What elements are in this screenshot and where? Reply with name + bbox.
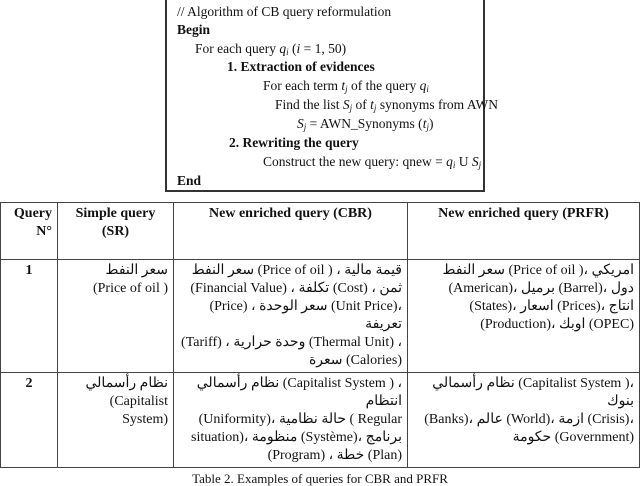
cbr-cell (174, 260, 408, 373)
algorithm-for-term: For each term $t_j$ of the query $q_i$ (263, 78, 429, 94)
cell-line: (Banks)، عالم (World)، ازمة (Crisis)، (424, 412, 634, 427)
cell-line: (Uniformity)، حالة نظامية ( Regular (198, 412, 402, 427)
cell-line: نظام رأسمالي (85, 376, 168, 391)
cell-line: (Financial Value) ، تكلفة (Cost) ، ثمن (190, 281, 402, 296)
cell-line: (Program) ، خطة (Plan) (267, 448, 402, 463)
queries-table (0, 202, 640, 468)
algorithm-find-list: Find the list $S_j$ of $t_j$ synonyms from AWN (275, 97, 498, 113)
cell-line: (American)، برميل (Barrel)، دول (448, 281, 634, 296)
cell-line: (Production)، اوبك (OPEC) (480, 317, 634, 332)
prfr-cell (408, 373, 640, 468)
algorithm-step-2: 2. Rewriting the query (229, 135, 359, 150)
cell-line: حكومة (Government) (512, 430, 634, 445)
header-cbr: New enriched query (CBR) (174, 203, 408, 260)
algorithm-for-query: For each query $q_i$ (i = 1, 50) (195, 41, 347, 57)
cell-line: سعر النفط (Price of oil ) ، قيمة مالية (191, 263, 402, 278)
table-header-row (1, 203, 640, 260)
header-simple-query: Simple query (SR) (58, 203, 174, 260)
algorithm-construct: Construct the new query: qnew = $q_i$ U $S_j$ (263, 154, 482, 170)
cell-line: سعرة (Calories) (308, 353, 402, 368)
algorithm-begin: Begin (177, 22, 211, 37)
cell-line: سعر النفط (Price of oil )، امريكي (442, 263, 634, 278)
algorithm-step-1: 1. Extraction of evidences (227, 59, 375, 74)
cell-line: سعر النفط (105, 263, 168, 278)
table-row (1, 373, 640, 468)
cell-line: (Price of oil ) (92, 281, 168, 296)
prfr-cell (408, 260, 640, 373)
simple-query-cell (58, 373, 174, 468)
query-number: 2 (1, 373, 58, 468)
cell-line: (Tariff) ، وحدة حرارية (Thermal Unit) ، (181, 335, 402, 350)
cell-line: (Capitalist (109, 394, 168, 409)
header-query-number: Query N° (1, 203, 58, 260)
table-caption: Table 2. Examples of queries for CBR and PRFR (192, 471, 448, 486)
header-prfr: New enriched query (PRFR) (408, 203, 640, 260)
cell-line: situation)، منظومة (Système)، برنامج (191, 430, 402, 445)
algorithm-assign: $S_j$ = AWN_Synonyms $(t_j)$ (297, 116, 434, 132)
algorithm-comment: // Algorithm of CB query reformulation (177, 4, 392, 19)
algorithm-end: End (177, 173, 202, 188)
cell-line: نظام رأسمالي (Capitalist System ) ، انتظام (196, 376, 402, 409)
algorithm-box (165, 0, 498, 192)
cbr-cell (174, 373, 408, 468)
cell-line: (States)، اسعار (Prices)، انتاج (469, 299, 634, 314)
cell-line: System) (122, 412, 168, 427)
simple-query-cell (58, 260, 174, 373)
table-row (1, 260, 640, 373)
query-number: 1 (1, 260, 58, 373)
cell-line: (Price) ، سعر الوحدة (Unit Price)، تعريفة (209, 299, 402, 332)
table-block (0, 202, 640, 486)
cell-line: نظام رأسمالي (Capitalist System )، بنوك (432, 376, 634, 409)
